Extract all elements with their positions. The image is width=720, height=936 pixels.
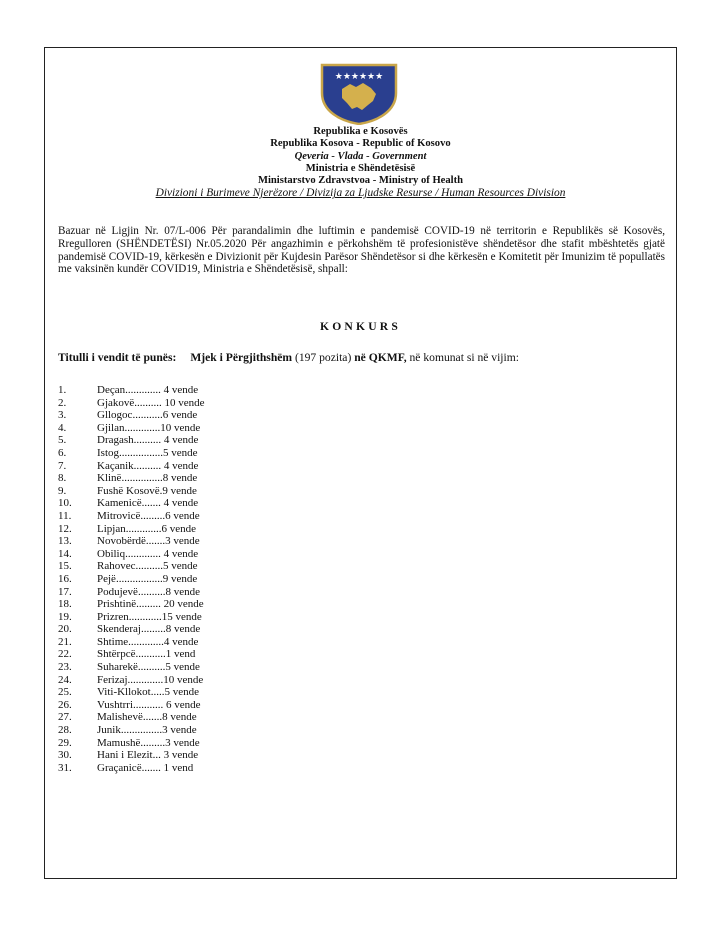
list-item-text: Podujevë..........8 vende <box>97 585 200 598</box>
list-item-text: Vushtrri........... 6 vende <box>97 698 201 711</box>
list-item-text: Skenderaj.........8 vende <box>97 623 201 636</box>
country-name-multilingual: Republika Kosova - Republic of Kosovo <box>270 138 451 150</box>
list-item-text: Obiliq............. 4 vende <box>97 547 199 560</box>
list-item-number: 1. <box>58 384 67 396</box>
list-item-text: Junik...............3 vende <box>97 724 197 737</box>
list-item-number: 23. <box>58 661 72 674</box>
list-item-text: Gjakovë.......... 10 vende <box>97 396 205 409</box>
list-item-number: 6. <box>58 446 67 459</box>
list-item-number: 10. <box>58 497 72 510</box>
list-item-number: 11. <box>58 509 72 522</box>
list-item-number: 2. <box>58 396 67 409</box>
list-item-number: 16. <box>58 572 72 585</box>
list-item-number: 29. <box>58 736 72 749</box>
list-item-text: Lipjan.............6 vende <box>97 522 196 535</box>
job-positions: (197 pozita) <box>292 351 355 364</box>
list-item-number: 8. <box>58 472 67 485</box>
list-item-number: 4. <box>58 421 67 434</box>
list-item-text: Kamenicë....... 4 vende <box>97 497 199 510</box>
list-item-number: 26. <box>58 698 72 711</box>
list-item-text: Prishtinë......... 20 vende <box>97 598 204 611</box>
list-item-number: 19. <box>58 610 72 623</box>
job-rest: në komunat si në vijim: <box>406 351 519 364</box>
list-item-text: Prizren............15 vende <box>97 610 202 623</box>
ministry-name-multilingual: Ministarstvo Zdravstvoa - Ministry of Health <box>257 175 464 187</box>
list-item-text: Klinë...............8 vende <box>97 472 198 485</box>
job-location: në QKMF, <box>354 351 407 364</box>
list-item-text: Gjilan.............10 vende <box>97 421 201 434</box>
list-item-text: Viti-Kllokot.....5 vende <box>97 686 199 699</box>
list-item-text: Fushë Kosovë.9 vende <box>97 484 197 497</box>
svg-text:★★★★★★: ★★★★★★ <box>334 72 384 82</box>
list-item-text: Istog................5 vende <box>97 446 198 459</box>
kosovo-coat-of-arms-icon <box>316 63 402 125</box>
list-item-text: Gllogoc...........6 vende <box>97 409 198 422</box>
list-item-number: 15. <box>58 560 72 573</box>
list-item-number: 22. <box>58 648 72 661</box>
list-item-text: Shtërpcë...........1 vend <box>97 648 196 661</box>
list-item-text: Mamushë.........3 vende <box>97 736 200 749</box>
job-title-label: Titulli i vendit të punës: <box>58 351 177 364</box>
list-item-text: Hani i Elezit... 3 vende <box>97 749 199 762</box>
list-item-number: 20. <box>58 623 72 636</box>
intro-paragraph: Bazuar në Ligjin Nr. 07/L-006 Për parandalimin dhe luftimin e pandemisë COVID-19 në territorin e Republikës së Kosovës, Rregulloren (SHËNDETËSI) Nr.05.2020 Për angazhimin e përkohshëm të profesionistëve shëndetësor dhe stafit mbështetës gjatë pandemisë COVID-19, kërkesën e Divizionit për Kujdesin Parësor Shëndetësor si dhe kërkesën e Komitetit për Imunizim të popullatës me vaksinën kundër COVID19, Ministria e Shëndetësisë, shpall: <box>58 225 665 276</box>
list-item-text: Mitrovicë.........6 vende <box>97 509 200 522</box>
list-item-number: 13. <box>58 535 72 548</box>
header-block <box>44 126 677 200</box>
job-title: Mjek i Përgjithshëm <box>190 351 293 364</box>
list-item-number: 24. <box>58 673 72 686</box>
list-item-text: Pejë.................9 vende <box>97 572 198 585</box>
list-item-number: 31. <box>58 761 72 774</box>
page-title: KONKURS <box>319 320 402 333</box>
list-item-number: 7. <box>58 459 67 472</box>
list-item-text: Graçanicë....... 1 vend <box>97 761 194 774</box>
list-item-number: 30. <box>58 749 72 762</box>
list-item-number: 5. <box>58 434 67 447</box>
list-item-number: 28. <box>58 724 72 737</box>
list-item-number: 25. <box>58 686 72 699</box>
list-item-number: 12. <box>58 522 72 535</box>
list-item-number: 27. <box>58 711 72 724</box>
list-item-number: 21. <box>58 635 72 648</box>
list-item-number: 17. <box>58 585 72 598</box>
list-item-number: 14. <box>58 547 72 560</box>
ministry-name: Ministria e Shëndetësisë <box>305 162 416 174</box>
job-title-line <box>58 351 668 364</box>
list-item-number: 3. <box>58 409 67 422</box>
list-item-text: Novobërdë.......3 vende <box>97 535 200 548</box>
list-item-text: Rahovec..........5 vende <box>97 560 198 573</box>
list-item-text: Ferizaj.............10 vende <box>97 673 204 686</box>
list-item-text: Shtime.............4 vende <box>97 635 199 648</box>
list-item-text: Suharekë..........5 vende <box>97 661 200 674</box>
list-item-text: Kaçanik.......... 4 vende <box>97 459 199 472</box>
government-name: Qeveria - Vlada - Government <box>294 150 427 162</box>
list-item-text: Deçan............. 4 vende <box>97 384 199 396</box>
list-item-text: Dragash.......... 4 vende <box>97 434 199 447</box>
list-item-number: 18. <box>58 598 72 611</box>
list-item-number: 9. <box>58 484 67 497</box>
division-name: Divizioni i Burimeve Njerëzore / Divizija za Ljudske Resurse / Human Resources Division <box>155 187 566 200</box>
country-name: Republika e Kosovës <box>313 126 408 137</box>
list-item-text: Malishevë.......8 vende <box>97 711 197 724</box>
